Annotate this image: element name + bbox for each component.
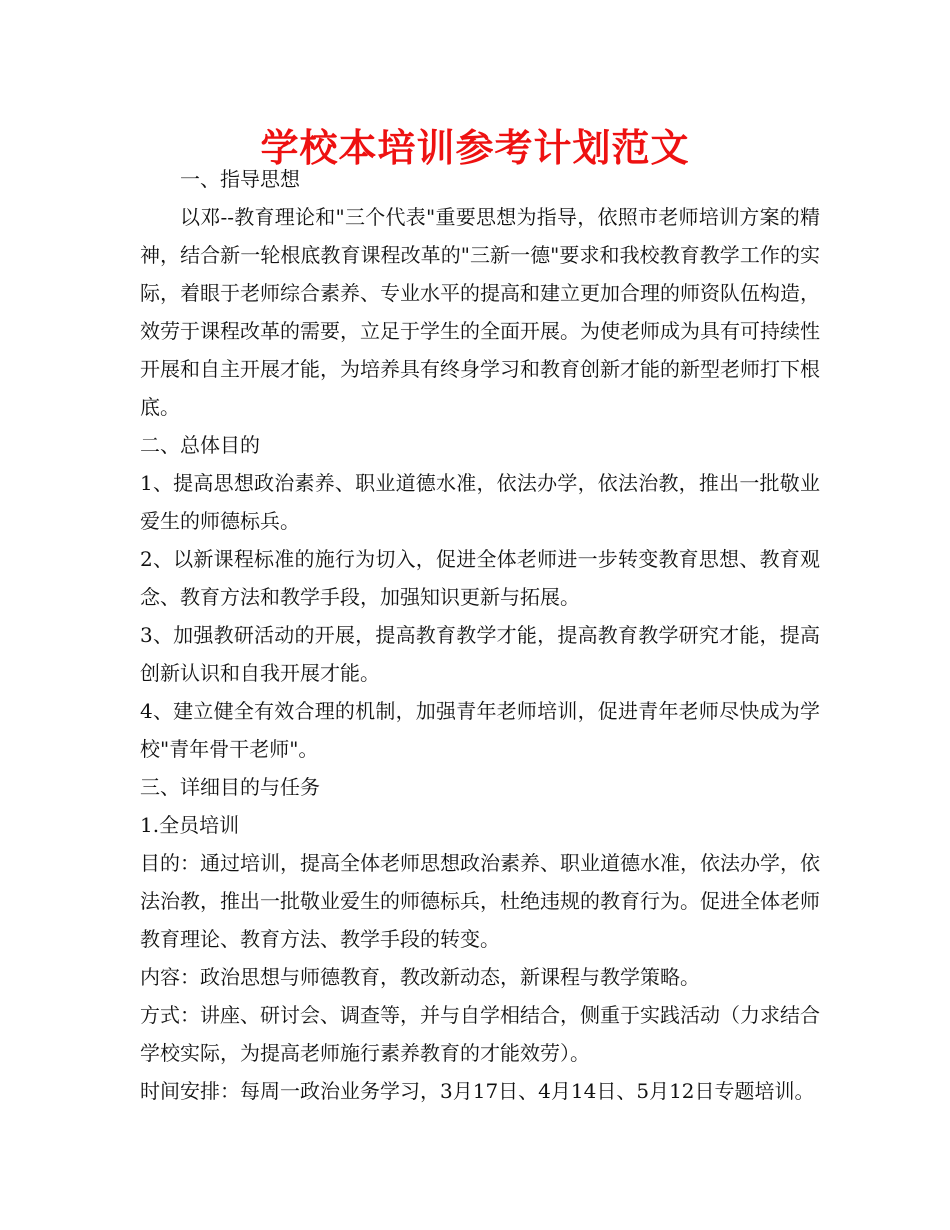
list-item: 3、加强教研活动的开展，提高教育教学才能，提高教育教学研究才能，提高创新认识和自我开展才能。 (140, 623, 820, 685)
section-heading: 三、详细目的与任务 (140, 775, 320, 799)
subsection-heading: 1.全员培训 (140, 813, 240, 837)
body-paragraph: 时间安排：每周一政治业务学习，3月17日、4月14日、5月12日专题培训。 (140, 1079, 815, 1103)
body-paragraph: 内容：政治思想与师德教育，教改新动态，新课程与教学策略。 (140, 965, 700, 989)
document-body (140, 160, 820, 1110)
section-heading: 二、总体目的 (140, 433, 260, 457)
document-title: 学校本培训参考计划范文 (260, 125, 690, 170)
body-paragraph: 方式：讲座、研讨会、调查等，并与自学相结合，侧重于实践活动（力求结合学校实际，为提高老师施行素养教育的才能效劳）。 (140, 1003, 820, 1065)
list-item: 2、以新课程标准的施行为切入，促进全体老师进一步转变教育思想、教育观念、教育方法和教学手段，加强知识更新与拓展。 (140, 547, 820, 609)
body-paragraph: 以邓--教育理论和"三个代表"重要思想为指导，依照市老师培训方案的精神，结合新一轮根底教育课程改革的"三新一德"要求和我校教育教学工作的实际，着眼于老师综合素养、专业水平的提高和建立更加合理的师资队伍构造，效劳于课程改革的需要，立足于学生的全面开展。为使老师成为具有可持续性开展和自主开展才能，为培养具有终身学习和教育创新才能的新型老师打下根底。 (140, 205, 820, 419)
list-item: 4、建立健全有效合理的机制，加强青年老师培训，促进青年老师尽快成为学校"青年骨干老师"。 (140, 699, 820, 761)
body-paragraph: 目的：通过培训，提高全体老师思想政治素养、职业道德水准，依法办学，依法治教，推出一批敬业爱生的师德标兵，杜绝违规的教育行为。促进全体老师教育理论、教育方法、教学手段的转变。 (140, 851, 820, 951)
section-heading: 一、指导思想 (180, 167, 300, 191)
list-item: 1、提高思想政治素养、职业道德水准，依法办学，依法治教，推出一批敬业爱生的师德标兵。 (140, 471, 820, 533)
